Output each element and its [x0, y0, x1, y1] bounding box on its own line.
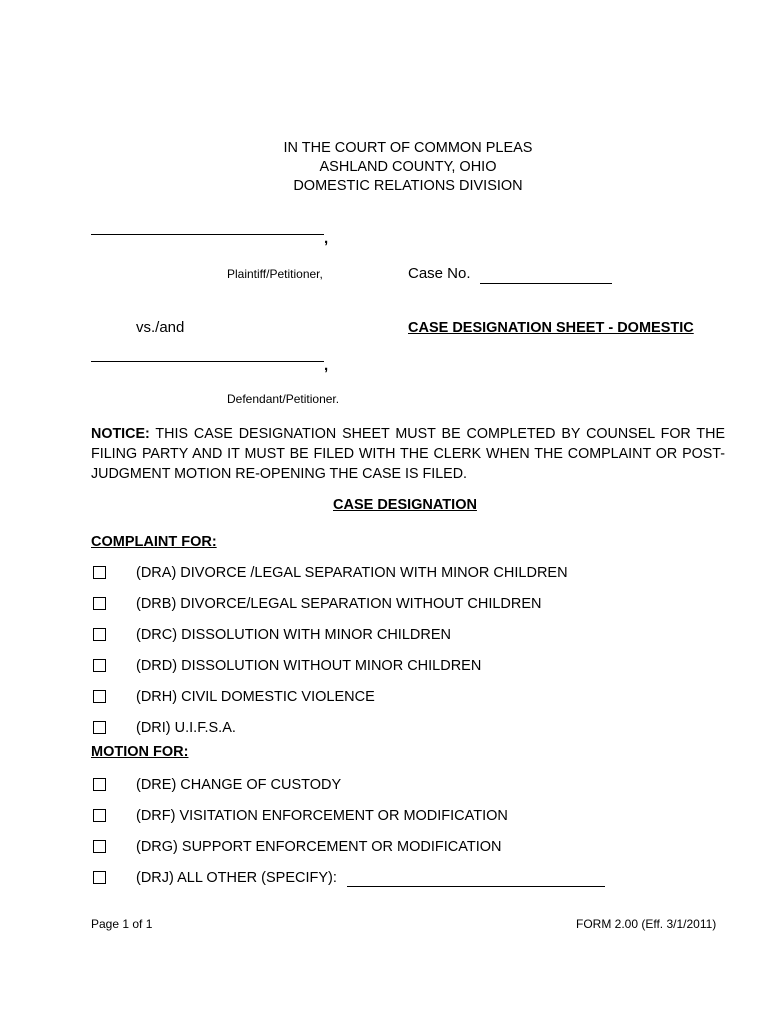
specify-field[interactable]	[347, 886, 605, 887]
notice-label: NOTICE:	[91, 426, 150, 442]
case-no-field[interactable]	[480, 283, 612, 284]
item-dri-label: (DRI) U.I.F.S.A.	[136, 720, 236, 736]
defendant-name-field[interactable]	[91, 361, 324, 362]
checkbox-dra[interactable]	[93, 566, 106, 579]
item-drf-label: (DRF) VISITATION ENFORCEMENT OR MODIFICATION	[136, 808, 508, 824]
case-no-label: Case No.	[408, 265, 471, 282]
checkbox-drf[interactable]	[93, 809, 106, 822]
county-name: ASHLAND COUNTY, OHIO	[319, 159, 497, 175]
complaint-heading: COMPLAINT FOR:	[91, 534, 217, 550]
checkbox-drj[interactable]	[93, 871, 106, 884]
checkbox-drh[interactable]	[93, 690, 106, 703]
checkbox-dri[interactable]	[93, 721, 106, 734]
plaintiff-name-field[interactable]	[91, 234, 324, 235]
item-drc-label: (DRC) DISSOLUTION WITH MINOR CHILDREN	[136, 627, 451, 643]
item-drb-label: (DRB) DIVORCE/LEGAL SEPARATION WITHOUT CHILDREN	[136, 596, 542, 612]
court-name: IN THE COURT OF COMMON PLEAS	[283, 140, 533, 156]
sheet-title: CASE DESIGNATION SHEET - DOMESTIC	[408, 320, 694, 336]
division-name: DOMESTIC RELATIONS DIVISION	[293, 178, 523, 194]
defendant-comma: ,	[324, 357, 329, 374]
case-designation-title: CASE DESIGNATION	[333, 497, 477, 513]
checkbox-drg[interactable]	[93, 840, 106, 853]
vs-label: vs./and	[136, 319, 185, 336]
item-drd-label: (DRD) DISSOLUTION WITHOUT MINOR CHILDREN	[136, 658, 482, 674]
checkbox-drd[interactable]	[93, 659, 106, 672]
checkbox-drb[interactable]	[93, 597, 106, 610]
page-number: Page 1 of 1	[91, 917, 153, 931]
plaintiff-label: Plaintiff/Petitioner,	[227, 267, 323, 281]
item-drg-label: (DRG) SUPPORT ENFORCEMENT OR MODIFICATION	[136, 839, 502, 855]
form-number: FORM 2.00 (Eff. 3/1/2011)	[576, 917, 717, 931]
notice-paragraph	[91, 424, 725, 484]
item-dra-label: (DRA) DIVORCE /LEGAL SEPARATION WITH MINOR CHILDREN	[136, 565, 568, 581]
item-drh-label: (DRH) CIVIL DOMESTIC VIOLENCE	[136, 689, 375, 705]
defendant-label: Defendant/Petitioner.	[227, 392, 340, 406]
motion-heading: MOTION FOR:	[91, 744, 189, 760]
checkbox-drc[interactable]	[93, 628, 106, 641]
item-dre-label: (DRE) CHANGE OF CUSTODY	[136, 777, 342, 793]
item-drj-label: (DRJ) ALL OTHER (SPECIFY):	[136, 870, 337, 886]
court-header	[0, 139, 770, 196]
notice-text: THIS CASE DESIGNATION SHEET MUST BE COMPLETED BY COUNSEL FOR THE FILING PARTY AND IT MUST BE FILED WITH THE CLERK WHEN THE COMPLAINT OR POST-JUDGMENT MOTION RE-OPENING THE CASE IS FILED.	[91, 426, 725, 482]
checkbox-dre[interactable]	[93, 778, 106, 791]
plaintiff-comma: ,	[324, 230, 329, 247]
